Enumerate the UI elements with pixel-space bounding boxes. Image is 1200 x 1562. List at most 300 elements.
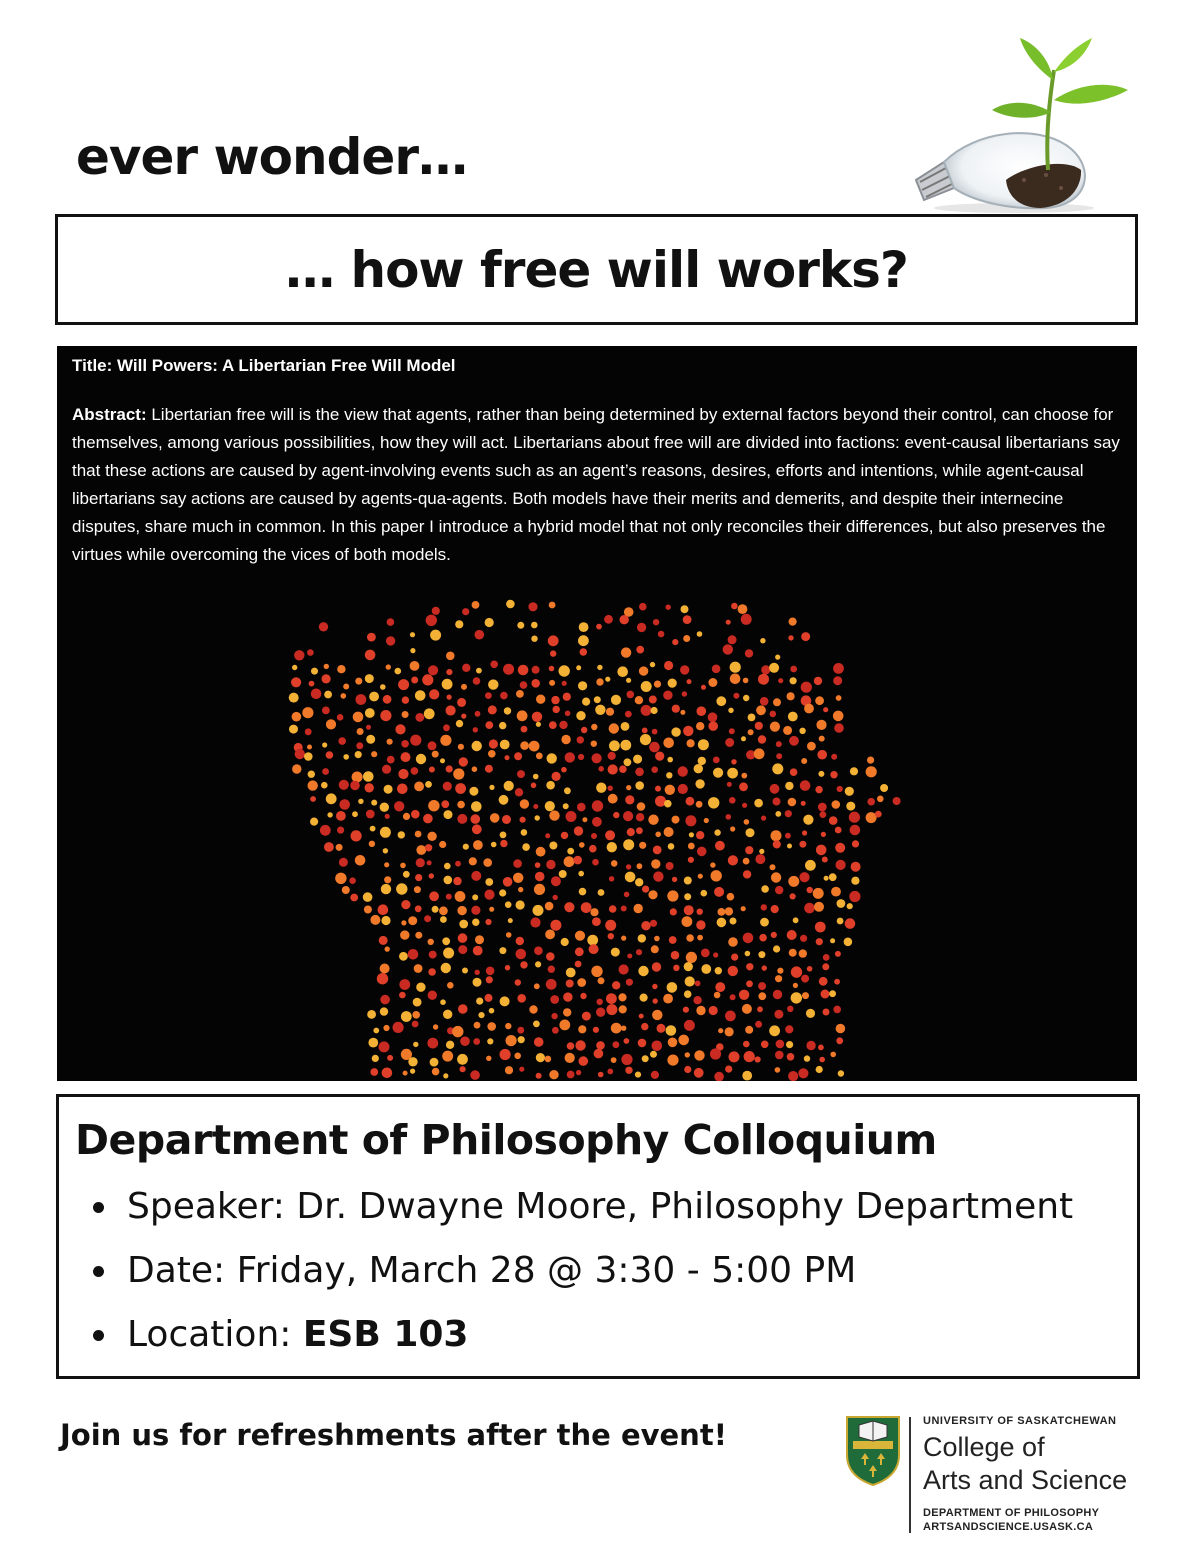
head-dot bbox=[356, 694, 367, 705]
head-dot bbox=[681, 605, 689, 613]
head-dot bbox=[341, 693, 347, 699]
head-dot bbox=[668, 843, 675, 850]
head-dot bbox=[446, 669, 452, 675]
head-dot bbox=[814, 677, 822, 685]
head-dot bbox=[513, 873, 523, 883]
head-dot bbox=[457, 814, 467, 824]
head-dot bbox=[799, 728, 805, 734]
head-dot bbox=[369, 841, 375, 847]
head-dot bbox=[755, 854, 765, 864]
head-dot bbox=[717, 918, 727, 928]
head-dot bbox=[846, 802, 855, 811]
head-dot bbox=[696, 722, 704, 730]
head-dot bbox=[458, 933, 468, 943]
head-dot bbox=[380, 803, 389, 812]
head-dot bbox=[486, 976, 493, 983]
head-dot bbox=[666, 772, 672, 778]
head-dot bbox=[387, 739, 393, 745]
head-dot bbox=[634, 904, 643, 913]
head-dot bbox=[833, 663, 844, 674]
head-dot bbox=[714, 829, 720, 835]
head-dot bbox=[626, 785, 631, 790]
head-dot bbox=[667, 757, 673, 763]
head-dot bbox=[520, 961, 527, 968]
department-name: DEPARTMENT OF PHILOSOPHY bbox=[923, 1507, 1100, 1519]
head-dot bbox=[866, 766, 877, 777]
college-line-1: College of bbox=[923, 1432, 1045, 1462]
head-dot bbox=[549, 666, 555, 672]
head-dot bbox=[712, 665, 721, 674]
head-dot bbox=[386, 636, 395, 645]
head-dot bbox=[618, 993, 626, 1001]
head-dot bbox=[760, 638, 765, 643]
head-dot bbox=[814, 902, 824, 912]
question-text: … how free will works? bbox=[285, 240, 908, 299]
head-dot bbox=[731, 759, 736, 764]
head-dot bbox=[787, 930, 797, 940]
head-dot bbox=[309, 681, 315, 687]
head-dot bbox=[562, 681, 567, 686]
head-dot bbox=[877, 796, 884, 803]
head-dot bbox=[713, 768, 723, 778]
head-dot bbox=[788, 712, 798, 722]
head-dot bbox=[611, 860, 618, 867]
head-dot bbox=[731, 603, 738, 610]
head-dot bbox=[667, 890, 678, 901]
head-dot bbox=[596, 783, 606, 793]
head-dot bbox=[416, 858, 425, 867]
head-dot bbox=[667, 1055, 678, 1066]
head-dot bbox=[380, 710, 391, 721]
head-dot bbox=[625, 711, 632, 718]
head-dot bbox=[786, 1041, 793, 1048]
head-dot bbox=[559, 1020, 570, 1031]
head-dot bbox=[807, 742, 816, 751]
head-dot bbox=[528, 602, 537, 611]
head-dot bbox=[489, 785, 494, 790]
college-name bbox=[923, 1431, 1127, 1497]
head-dot bbox=[642, 1055, 649, 1062]
head-dot bbox=[564, 787, 571, 794]
head-dot bbox=[365, 650, 376, 661]
head-dot bbox=[513, 859, 522, 868]
head-dot bbox=[399, 992, 406, 999]
head-dot bbox=[605, 830, 615, 840]
head-dot bbox=[759, 849, 764, 854]
head-dot bbox=[850, 767, 858, 775]
head-dot bbox=[321, 782, 328, 789]
head-dot bbox=[680, 710, 685, 715]
head-dot bbox=[440, 916, 447, 923]
head-dot bbox=[641, 705, 652, 716]
head-dot bbox=[788, 635, 793, 640]
head-dot bbox=[532, 666, 540, 674]
head-dot bbox=[711, 870, 722, 881]
head-dot bbox=[469, 857, 477, 865]
head-dot bbox=[377, 973, 388, 984]
head-dot bbox=[534, 946, 543, 955]
head-dot bbox=[550, 920, 561, 931]
head-dot bbox=[621, 906, 627, 912]
head-dot bbox=[472, 894, 478, 900]
head-dot bbox=[761, 885, 769, 893]
head-dot bbox=[650, 920, 657, 927]
head-dot bbox=[593, 1027, 599, 1033]
head-dot bbox=[787, 1006, 793, 1012]
head-dot bbox=[441, 963, 451, 973]
head-dot bbox=[697, 847, 707, 857]
head-dot bbox=[654, 681, 661, 688]
head-dot bbox=[536, 1053, 545, 1062]
head-dot bbox=[302, 707, 313, 718]
head-dot bbox=[410, 632, 415, 637]
head-dot bbox=[307, 649, 314, 656]
head-dot bbox=[365, 674, 374, 683]
head-dot bbox=[793, 917, 799, 923]
head-dot bbox=[835, 827, 842, 834]
head-dot bbox=[371, 751, 377, 757]
head-dot bbox=[553, 895, 558, 900]
head-dot bbox=[370, 826, 376, 832]
head-dot bbox=[403, 813, 410, 820]
head-dot bbox=[683, 1007, 689, 1013]
head-dot bbox=[773, 945, 780, 952]
head-dot bbox=[446, 652, 455, 661]
headline: ever wonder… bbox=[76, 128, 467, 186]
head-dot bbox=[533, 1021, 540, 1028]
head-dot bbox=[701, 685, 706, 690]
head-dot bbox=[535, 872, 545, 882]
head-dot bbox=[574, 826, 583, 835]
head-dot bbox=[474, 1022, 481, 1029]
head-dot bbox=[536, 1073, 542, 1079]
head-dot bbox=[785, 810, 792, 817]
head-dot bbox=[790, 677, 797, 684]
head-dot bbox=[500, 996, 510, 1006]
head-dot bbox=[442, 937, 450, 945]
head-dot bbox=[550, 995, 559, 1004]
head-dot bbox=[851, 877, 859, 885]
head-dot bbox=[488, 750, 496, 758]
head-dot bbox=[789, 949, 797, 957]
head-dot bbox=[715, 967, 722, 974]
head-dot bbox=[425, 781, 432, 788]
head-dot bbox=[829, 873, 837, 881]
head-dot bbox=[432, 1068, 440, 1076]
head-dot bbox=[758, 735, 766, 743]
head-dot bbox=[832, 800, 841, 809]
head-dot bbox=[788, 798, 797, 807]
head-dot bbox=[473, 677, 481, 685]
head-dot bbox=[447, 982, 454, 989]
head-dot bbox=[775, 811, 781, 817]
head-dot bbox=[455, 891, 466, 902]
head-dot bbox=[696, 920, 705, 929]
head-dot bbox=[867, 798, 875, 806]
head-dot bbox=[708, 712, 718, 722]
head-dot bbox=[471, 871, 481, 881]
head-dot bbox=[550, 650, 556, 656]
head-dot bbox=[476, 998, 483, 1005]
head-dot bbox=[762, 965, 767, 970]
head-dot bbox=[342, 886, 350, 894]
head-dot bbox=[444, 876, 453, 885]
head-dot bbox=[653, 619, 659, 625]
head-dot bbox=[414, 886, 421, 893]
head-dot bbox=[500, 692, 508, 700]
head-dot bbox=[648, 890, 657, 899]
head-dot bbox=[835, 951, 841, 957]
head-dot bbox=[776, 1040, 785, 1049]
head-dot bbox=[801, 632, 810, 641]
head-dot bbox=[499, 722, 506, 729]
head-dot bbox=[429, 951, 437, 959]
head-dot bbox=[472, 741, 482, 751]
head-dot bbox=[484, 890, 494, 900]
head-dot bbox=[311, 668, 318, 675]
head-dot bbox=[350, 894, 358, 902]
head-dot bbox=[657, 1024, 666, 1033]
head-dot bbox=[619, 964, 629, 974]
head-dot bbox=[697, 935, 703, 941]
head-dot bbox=[755, 1056, 761, 1062]
head-dot bbox=[380, 827, 391, 838]
head-dot bbox=[370, 1068, 378, 1076]
head-dot bbox=[761, 904, 767, 910]
head-dot bbox=[754, 799, 763, 808]
head-dot bbox=[475, 970, 480, 975]
head-dot bbox=[566, 980, 574, 988]
head-dot bbox=[401, 900, 410, 909]
head-dot bbox=[415, 874, 422, 881]
head-dot bbox=[787, 844, 792, 849]
head-dot bbox=[733, 693, 739, 699]
head-dot bbox=[531, 622, 538, 629]
head-dot bbox=[530, 917, 540, 927]
head-dot bbox=[545, 902, 554, 911]
head-dot bbox=[289, 725, 298, 734]
head-dot bbox=[324, 664, 329, 669]
head-dot bbox=[829, 816, 838, 825]
head-dot bbox=[880, 784, 888, 792]
head-dot bbox=[545, 833, 550, 838]
head-dot bbox=[742, 803, 747, 808]
head-dot bbox=[549, 721, 557, 729]
head-dot bbox=[589, 845, 597, 853]
head-dot bbox=[760, 697, 769, 706]
head-dot bbox=[559, 721, 567, 729]
head-dot bbox=[304, 752, 313, 761]
head-dot bbox=[688, 857, 694, 863]
head-dot bbox=[520, 681, 528, 689]
head-dot bbox=[685, 976, 695, 986]
head-dot bbox=[582, 1012, 591, 1021]
head-dot bbox=[775, 1051, 784, 1060]
speaker-item bbox=[75, 1175, 1137, 1239]
head-dot bbox=[788, 876, 799, 887]
head-dot bbox=[663, 738, 674, 749]
head-dot bbox=[398, 769, 408, 779]
lightbulb-plant-icon bbox=[896, 30, 1132, 214]
date-text: Date: Friday, March 28 @ 3:30 - 5:00 PM bbox=[127, 1250, 857, 1291]
head-dot bbox=[785, 833, 791, 839]
head-dot bbox=[355, 751, 362, 758]
head-dot bbox=[473, 727, 478, 732]
head-dot bbox=[580, 993, 586, 999]
head-dot bbox=[680, 665, 689, 674]
head-dot bbox=[545, 801, 555, 811]
head-dot bbox=[352, 772, 363, 783]
head-dot bbox=[566, 811, 577, 822]
head-dot bbox=[626, 678, 631, 683]
head-dot bbox=[519, 1067, 524, 1072]
head-dot bbox=[428, 665, 438, 675]
head-dot bbox=[678, 1035, 689, 1046]
head-dot bbox=[823, 954, 830, 961]
head-dot bbox=[462, 968, 468, 974]
head-dot bbox=[642, 728, 648, 734]
head-dot bbox=[743, 870, 751, 878]
head-dot bbox=[432, 751, 439, 758]
head-dot bbox=[708, 678, 717, 687]
head-dot bbox=[608, 794, 618, 804]
head-dot bbox=[833, 676, 842, 685]
head-dot bbox=[305, 728, 312, 735]
head-dot bbox=[441, 800, 449, 808]
head-dot bbox=[672, 639, 678, 645]
head-dot bbox=[575, 1040, 585, 1050]
head-dot bbox=[816, 845, 827, 856]
head-dot bbox=[665, 785, 675, 795]
head-dot bbox=[725, 1066, 732, 1073]
head-dot bbox=[578, 681, 587, 690]
head-dot bbox=[730, 674, 741, 685]
head-dot bbox=[652, 984, 657, 989]
head-dot bbox=[415, 690, 426, 701]
college-line-2: Arts and Science bbox=[923, 1465, 1128, 1495]
head-dot bbox=[821, 832, 826, 837]
head-dot bbox=[592, 917, 601, 926]
head-dot bbox=[701, 964, 711, 974]
head-dot bbox=[672, 816, 680, 824]
head-dot bbox=[500, 840, 507, 847]
head-dot bbox=[580, 648, 588, 656]
head-dot bbox=[461, 714, 466, 719]
abstract-body: Libertarian free will is the view that agents, rather than being determined by external factors beyond their control, can choose for themselves, among various possibilities, how they will act. Libertarians about free will are divided into factions: event-causal libertarians say that these actions are caused by agent-involving events such as an agent’s reasons, desires, efforts and intentions, while agent-causal libertarians say actions are caused by agents-qua-agents. Both models have their merits and demerits, and despite their internecine disputes, share much in common. In this paper I introduce a hybrid model that not only reconciles their differences, but also preserves the virtues while overcoming the vices of both models. bbox=[72, 405, 1120, 564]
head-dot bbox=[669, 936, 677, 944]
head-dot bbox=[385, 946, 390, 951]
head-dot bbox=[505, 1066, 513, 1074]
head-dot bbox=[612, 981, 620, 989]
head-dot bbox=[718, 908, 726, 916]
head-dot bbox=[433, 1024, 438, 1029]
head-dot bbox=[504, 781, 514, 791]
head-dot bbox=[742, 1071, 752, 1081]
head-dot bbox=[397, 784, 408, 795]
head-dot bbox=[485, 692, 492, 699]
head-dot bbox=[485, 878, 493, 886]
head-dot bbox=[411, 767, 419, 775]
head-dot bbox=[579, 888, 587, 896]
head-dot bbox=[611, 695, 621, 705]
head-dot bbox=[381, 916, 390, 925]
head-dot bbox=[761, 665, 770, 674]
head-dot bbox=[806, 1009, 815, 1018]
head-dot bbox=[561, 767, 567, 773]
head-dot bbox=[807, 966, 813, 972]
head-dot bbox=[739, 990, 749, 1000]
head-dot bbox=[799, 949, 807, 957]
head-dot bbox=[672, 877, 677, 882]
head-dot bbox=[654, 936, 660, 942]
head-dot bbox=[785, 782, 793, 790]
head-dot bbox=[739, 782, 748, 791]
head-dot bbox=[536, 847, 546, 857]
head-dot bbox=[830, 1052, 836, 1058]
head-dot bbox=[384, 862, 389, 867]
head-dot bbox=[370, 915, 380, 925]
head-dot bbox=[399, 952, 408, 961]
head-dot bbox=[576, 1070, 581, 1075]
head-dot bbox=[818, 1045, 824, 1051]
head-dot bbox=[748, 714, 756, 722]
head-dot bbox=[335, 873, 346, 884]
head-dot bbox=[292, 712, 302, 722]
head-dot bbox=[775, 886, 783, 894]
head-dot bbox=[410, 648, 415, 653]
head-dot bbox=[651, 859, 660, 868]
head-dot bbox=[355, 855, 366, 866]
head-dot bbox=[830, 771, 837, 778]
head-dot bbox=[685, 1052, 690, 1057]
head-dot bbox=[416, 845, 426, 855]
head-dot bbox=[608, 764, 618, 774]
head-dot bbox=[625, 795, 634, 804]
head-dot bbox=[516, 949, 527, 960]
head-dot bbox=[349, 877, 356, 884]
head-dot bbox=[597, 999, 603, 1005]
head-dot bbox=[589, 944, 599, 954]
head-dot bbox=[741, 614, 752, 625]
head-dot bbox=[506, 600, 515, 609]
head-dot bbox=[462, 608, 469, 615]
head-dot bbox=[741, 773, 747, 779]
head-dot bbox=[311, 689, 322, 700]
head-dot bbox=[590, 908, 598, 916]
head-dot bbox=[775, 655, 780, 660]
university-name: UNIVERSITY OF SASKATCHEWAN bbox=[923, 1415, 1117, 1427]
head-dot bbox=[408, 949, 419, 960]
head-dot bbox=[822, 857, 828, 863]
head-dot bbox=[802, 830, 807, 835]
head-dot bbox=[594, 1049, 604, 1059]
head-dot bbox=[778, 678, 783, 683]
head-dot bbox=[410, 735, 421, 746]
head-dot bbox=[638, 1039, 647, 1048]
head-dot bbox=[626, 864, 631, 869]
head-dot bbox=[415, 905, 422, 912]
head-dot bbox=[326, 793, 337, 804]
head-dot bbox=[351, 830, 362, 841]
head-dot bbox=[745, 846, 753, 854]
head-dot bbox=[804, 704, 814, 714]
head-dot bbox=[741, 736, 746, 741]
head-dot bbox=[867, 757, 874, 764]
head-dot bbox=[758, 992, 766, 1000]
head-dot bbox=[818, 803, 827, 812]
head-dot bbox=[372, 1055, 379, 1062]
head-dot bbox=[384, 785, 393, 794]
